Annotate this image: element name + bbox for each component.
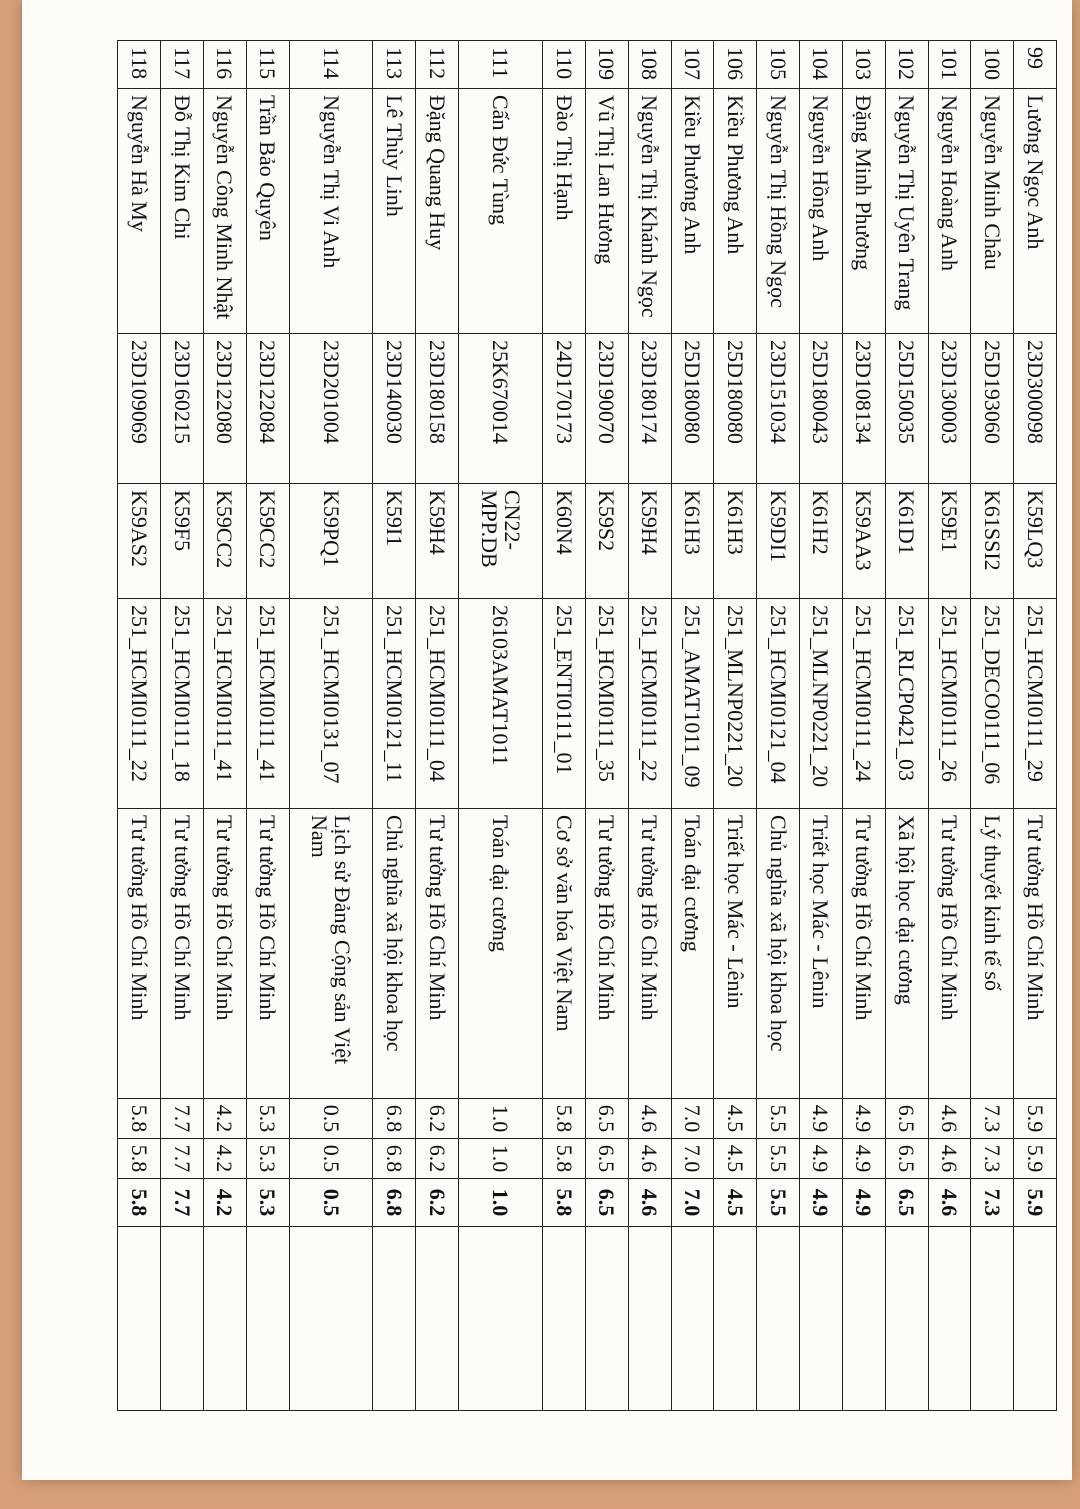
student-name-cell: Nguyễn Hoàng Anh	[928, 89, 971, 334]
score-2-cell: 5.5	[757, 1139, 800, 1179]
score-1-cell: 0.5	[289, 1099, 373, 1139]
score-2-cell: 4.6	[628, 1139, 671, 1179]
course-section-cell: 251_HCMI0111_24	[842, 599, 885, 809]
score-2-cell: 1.0	[459, 1139, 543, 1179]
subject-name-cell: Tư tưởng Hồ Chí Minh	[842, 809, 885, 1099]
student-id-cell: 23D151034	[757, 334, 800, 484]
subject-name-cell: Xã hội học đại cương	[885, 809, 928, 1099]
subject-name-cell: Tư tưởng Hồ Chí Minh	[928, 809, 971, 1099]
score-2-cell: 7.0	[671, 1139, 714, 1179]
score-2-cell: 6.2	[416, 1139, 459, 1179]
row-number-cell: 110	[543, 41, 586, 89]
final-score-cell: 5.8	[118, 1179, 161, 1227]
score-2-cell: 6.8	[373, 1139, 416, 1179]
class-code-cell: K61H3	[714, 484, 757, 599]
student-id-cell: 23D201004	[289, 334, 373, 484]
row-number-cell: 107	[671, 41, 714, 89]
score-2-cell: 6.5	[885, 1139, 928, 1179]
student-name-cell: Lương Ngọc Anh	[1014, 89, 1057, 334]
table-row	[416, 41, 459, 1411]
score-2-cell: 4.9	[800, 1139, 843, 1179]
score-1-cell: 1.0	[459, 1099, 543, 1139]
row-number-cell: 112	[416, 41, 459, 89]
subject-name-cell: Toán đại cương	[671, 809, 714, 1099]
row-number-cell: 101	[928, 41, 971, 89]
note-cell	[757, 1227, 800, 1411]
row-number-cell: 99	[1014, 41, 1057, 89]
note-cell	[543, 1227, 586, 1411]
final-score-cell: 4.6	[628, 1179, 671, 1227]
student-id-cell: 25D193060	[971, 334, 1014, 484]
note-cell	[416, 1227, 459, 1411]
note-cell	[459, 1227, 543, 1411]
row-number-cell: 116	[203, 41, 246, 89]
score-1-cell: 5.8	[543, 1099, 586, 1139]
class-code-cell: K61SSI2	[971, 484, 1014, 599]
student-name-cell: Trần Bảo Quyên	[246, 89, 289, 334]
class-code-cell: K59AA3	[842, 484, 885, 599]
score-2-cell: 4.2	[203, 1139, 246, 1179]
course-section-cell: 251_ENTI0111_01	[543, 599, 586, 809]
class-code-cell: K60N4	[543, 484, 586, 599]
table-row	[246, 41, 289, 1411]
student-name-cell: Nguyễn Hà My	[118, 89, 161, 334]
note-cell	[373, 1227, 416, 1411]
table-row	[459, 41, 543, 1411]
final-score-cell: 5.8	[543, 1179, 586, 1227]
table-row	[585, 41, 628, 1411]
table-row	[373, 41, 416, 1411]
class-code-cell: K59LQ3	[1014, 484, 1057, 599]
score-2-cell: 5.3	[246, 1139, 289, 1179]
table-row	[1014, 41, 1057, 1411]
course-section-cell: 251_RLCP0421_03	[885, 599, 928, 809]
subject-name-cell: Toán đại cương	[459, 809, 543, 1099]
course-section-cell: 251_HCMI0111_26	[928, 599, 971, 809]
final-score-cell: 5.9	[1014, 1179, 1057, 1227]
subject-name-cell: Tư tưởng Hồ Chí Minh	[161, 809, 204, 1099]
row-number-cell: 114	[289, 41, 373, 89]
score-1-cell: 5.9	[1014, 1099, 1057, 1139]
table-row	[203, 41, 246, 1411]
table-row	[885, 41, 928, 1411]
course-section-cell: 251_HCMI0121_11	[373, 599, 416, 809]
row-number-cell: 109	[585, 41, 628, 89]
note-cell	[628, 1227, 671, 1411]
note-cell	[246, 1227, 289, 1411]
row-number-cell: 111	[459, 41, 543, 89]
subject-name-cell: Cơ sở văn hóa Việt Nam	[543, 809, 586, 1099]
final-score-cell: 4.6	[928, 1179, 971, 1227]
table-row	[714, 41, 757, 1411]
score-1-cell: 4.9	[800, 1099, 843, 1139]
row-number-cell: 117	[161, 41, 204, 89]
row-number-cell: 113	[373, 41, 416, 89]
subject-name-cell: Tư tưởng Hồ Chí Minh	[203, 809, 246, 1099]
class-code-cell: K59H4	[628, 484, 671, 599]
student-id-cell: 23D108134	[842, 334, 885, 484]
student-id-cell: 23D122080	[203, 334, 246, 484]
final-score-cell: 6.8	[373, 1179, 416, 1227]
row-number-cell: 104	[800, 41, 843, 89]
subject-name-cell: Lịch sử Đảng Cộng sản Việt Nam	[289, 809, 373, 1099]
final-score-cell: 6.2	[416, 1179, 459, 1227]
row-number-cell: 118	[118, 41, 161, 89]
subject-name-cell: Triết học Mác - Lênin	[714, 809, 757, 1099]
row-number-cell: 106	[714, 41, 757, 89]
student-name-cell: Đào Thị Hạnh	[543, 89, 586, 334]
row-number-cell: 102	[885, 41, 928, 89]
subject-name-cell: Tư tưởng Hồ Chí Minh	[628, 809, 671, 1099]
row-number-cell: 100	[971, 41, 1014, 89]
row-number-cell: 108	[628, 41, 671, 89]
paper-sheet	[22, 0, 1072, 1480]
final-score-cell: 1.0	[459, 1179, 543, 1227]
note-cell	[714, 1227, 757, 1411]
class-code-cell: K59I1	[373, 484, 416, 599]
table-row	[800, 41, 843, 1411]
score-2-cell: 5.8	[543, 1139, 586, 1179]
score-2-cell: 5.9	[1014, 1139, 1057, 1179]
score-1-cell: 4.6	[928, 1099, 971, 1139]
student-id-cell: 25D180043	[800, 334, 843, 484]
student-name-cell: Nguyễn Thị Hồng Ngọc	[757, 89, 800, 334]
class-code-cell: CN22-MPP.DB	[459, 484, 543, 599]
student-id-cell: 25D180080	[671, 334, 714, 484]
score-2-cell: 7.7	[161, 1139, 204, 1179]
student-id-cell: 23D180174	[628, 334, 671, 484]
student-id-cell: 23D190070	[585, 334, 628, 484]
final-score-cell: 7.3	[971, 1179, 1014, 1227]
course-section-cell: 251_HCMI0131_07	[289, 599, 373, 809]
subject-name-cell: Lý thuyết kinh tế số	[971, 809, 1014, 1099]
subject-name-cell: Tư tưởng Hồ Chí Minh	[416, 809, 459, 1099]
note-cell	[161, 1227, 204, 1411]
score-1-cell: 6.8	[373, 1099, 416, 1139]
student-id-cell: 23D130003	[928, 334, 971, 484]
student-name-cell: Nguyễn Thị Uyên Trang	[885, 89, 928, 334]
note-cell	[928, 1227, 971, 1411]
note-cell	[585, 1227, 628, 1411]
student-id-cell: 23D180158	[416, 334, 459, 484]
course-section-cell: 251_HCMI0111_41	[246, 599, 289, 809]
course-section-cell: 251_HCMI0111_29	[1014, 599, 1057, 809]
table-row	[928, 41, 971, 1411]
score-2-cell: 4.6	[928, 1139, 971, 1179]
student-name-cell: Đặng Quang Huy	[416, 89, 459, 334]
table-row	[543, 41, 586, 1411]
course-section-cell: 251_MLNP0221_20	[714, 599, 757, 809]
class-code-cell: K59S2	[585, 484, 628, 599]
student-id-cell: 23D109069	[118, 334, 161, 484]
row-number-cell: 103	[842, 41, 885, 89]
class-code-cell: K59E1	[928, 484, 971, 599]
table-row	[118, 41, 161, 1411]
note-cell	[885, 1227, 928, 1411]
course-section-cell: 251_HCMI0111_18	[161, 599, 204, 809]
row-number-cell: 115	[246, 41, 289, 89]
course-section-cell: 251_HCMI0111_41	[203, 599, 246, 809]
final-score-cell: 5.3	[246, 1179, 289, 1227]
subject-name-cell: Triết học Mác - Lênin	[800, 809, 843, 1099]
final-score-cell: 4.5	[714, 1179, 757, 1227]
course-section-cell: 251_HCMI0111_04	[416, 599, 459, 809]
student-name-cell: Đỗ Thị Kim Chi	[161, 89, 204, 334]
course-section-cell: 251_MLNP0221_20	[800, 599, 843, 809]
score-2-cell: 4.9	[842, 1139, 885, 1179]
student-id-cell: 23D122084	[246, 334, 289, 484]
note-cell	[842, 1227, 885, 1411]
student-name-cell: Nguyễn Thị Khánh Ngọc	[628, 89, 671, 334]
score-1-cell: 5.3	[246, 1099, 289, 1139]
final-score-cell: 6.5	[885, 1179, 928, 1227]
student-name-cell: Lê Thùy Linh	[373, 89, 416, 334]
course-section-cell: 251_HCMI0121_04	[757, 599, 800, 809]
student-name-cell: Cấn Đức Tùng	[459, 89, 543, 334]
student-id-cell: 25K670014	[459, 334, 543, 484]
course-section-cell: 251_AMAT1011_09	[671, 599, 714, 809]
score-1-cell: 7.0	[671, 1099, 714, 1139]
score-2-cell: 4.5	[714, 1139, 757, 1179]
score-1-cell: 6.5	[885, 1099, 928, 1139]
final-score-cell: 4.9	[842, 1179, 885, 1227]
class-code-cell: K61D1	[885, 484, 928, 599]
score-1-cell: 7.7	[161, 1099, 204, 1139]
score-2-cell: 6.5	[585, 1139, 628, 1179]
rotated-grade-table	[117, 40, 1057, 1410]
note-cell	[203, 1227, 246, 1411]
final-score-cell: 0.5	[289, 1179, 373, 1227]
class-code-cell: K59F5	[161, 484, 204, 599]
note-cell	[118, 1227, 161, 1411]
score-1-cell: 4.6	[628, 1099, 671, 1139]
class-code-cell: K59PQ1	[289, 484, 373, 599]
table-row	[628, 41, 671, 1411]
course-section-cell: 251_HCMI0111_22	[628, 599, 671, 809]
class-code-cell: K59AS2	[118, 484, 161, 599]
score-1-cell: 5.8	[118, 1099, 161, 1139]
note-cell	[971, 1227, 1014, 1411]
grade-table	[117, 40, 1057, 1411]
note-cell	[289, 1227, 373, 1411]
table-row	[971, 41, 1014, 1411]
table-row	[671, 41, 714, 1411]
score-1-cell: 6.5	[585, 1099, 628, 1139]
class-code-cell: K59CC2	[203, 484, 246, 599]
course-section-cell: 251_HCMI0111_35	[585, 599, 628, 809]
score-2-cell: 0.5	[289, 1139, 373, 1179]
course-section-cell: 251_HCMI0111_22	[118, 599, 161, 809]
note-cell	[1014, 1227, 1057, 1411]
final-score-cell: 5.5	[757, 1179, 800, 1227]
final-score-cell: 4.2	[203, 1179, 246, 1227]
student-id-cell: 23D160215	[161, 334, 204, 484]
student-name-cell: Nguyễn Thị Vi Anh	[289, 89, 373, 334]
student-name-cell: Kiều Phương Anh	[714, 89, 757, 334]
score-2-cell: 5.8	[118, 1139, 161, 1179]
student-id-cell: 23D300098	[1014, 334, 1057, 484]
score-1-cell: 4.5	[714, 1099, 757, 1139]
subject-name-cell: Chủ nghĩa xã hội khoa học	[373, 809, 416, 1099]
course-section-cell: 26103AMAT1011	[459, 599, 543, 809]
table-row	[842, 41, 885, 1411]
table-row	[757, 41, 800, 1411]
table-row	[161, 41, 204, 1411]
subject-name-cell: Tư tưởng Hồ Chí Minh	[585, 809, 628, 1099]
final-score-cell: 4.9	[800, 1179, 843, 1227]
student-id-cell: 25D150035	[885, 334, 928, 484]
score-1-cell: 4.9	[842, 1099, 885, 1139]
note-cell	[671, 1227, 714, 1411]
subject-name-cell: Tư tưởng Hồ Chí Minh	[118, 809, 161, 1099]
student-name-cell: Nguyễn Minh Châu	[971, 89, 1014, 334]
class-code-cell: K61H3	[671, 484, 714, 599]
student-id-cell: 23D140030	[373, 334, 416, 484]
score-1-cell: 6.2	[416, 1099, 459, 1139]
class-code-cell: K59CC2	[246, 484, 289, 599]
student-id-cell: 24D170173	[543, 334, 586, 484]
score-2-cell: 7.3	[971, 1139, 1014, 1179]
course-section-cell: 251_DECO0111_06	[971, 599, 1014, 809]
row-number-cell: 105	[757, 41, 800, 89]
class-code-cell: K59H4	[416, 484, 459, 599]
class-code-cell: K61H2	[800, 484, 843, 599]
student-name-cell: Nguyễn Hồng Anh	[800, 89, 843, 334]
final-score-cell: 7.0	[671, 1179, 714, 1227]
student-name-cell: Đặng Minh Phương	[842, 89, 885, 334]
subject-name-cell: Chủ nghĩa xã hội khoa học	[757, 809, 800, 1099]
final-score-cell: 7.7	[161, 1179, 204, 1227]
subject-name-cell: Tư tưởng Hồ Chí Minh	[1014, 809, 1057, 1099]
note-cell	[800, 1227, 843, 1411]
class-code-cell: K59DI1	[757, 484, 800, 599]
student-name-cell: Kiều Phương Anh	[671, 89, 714, 334]
final-score-cell: 6.5	[585, 1179, 628, 1227]
score-1-cell: 7.3	[971, 1099, 1014, 1139]
student-name-cell: Vũ Thị Lan Hương	[585, 89, 628, 334]
student-id-cell: 25D180080	[714, 334, 757, 484]
score-1-cell: 4.2	[203, 1099, 246, 1139]
table-row	[289, 41, 373, 1411]
subject-name-cell: Tư tưởng Hồ Chí Minh	[246, 809, 289, 1099]
student-name-cell: Nguyễn Công Minh Nhật	[203, 89, 246, 334]
score-1-cell: 5.5	[757, 1099, 800, 1139]
